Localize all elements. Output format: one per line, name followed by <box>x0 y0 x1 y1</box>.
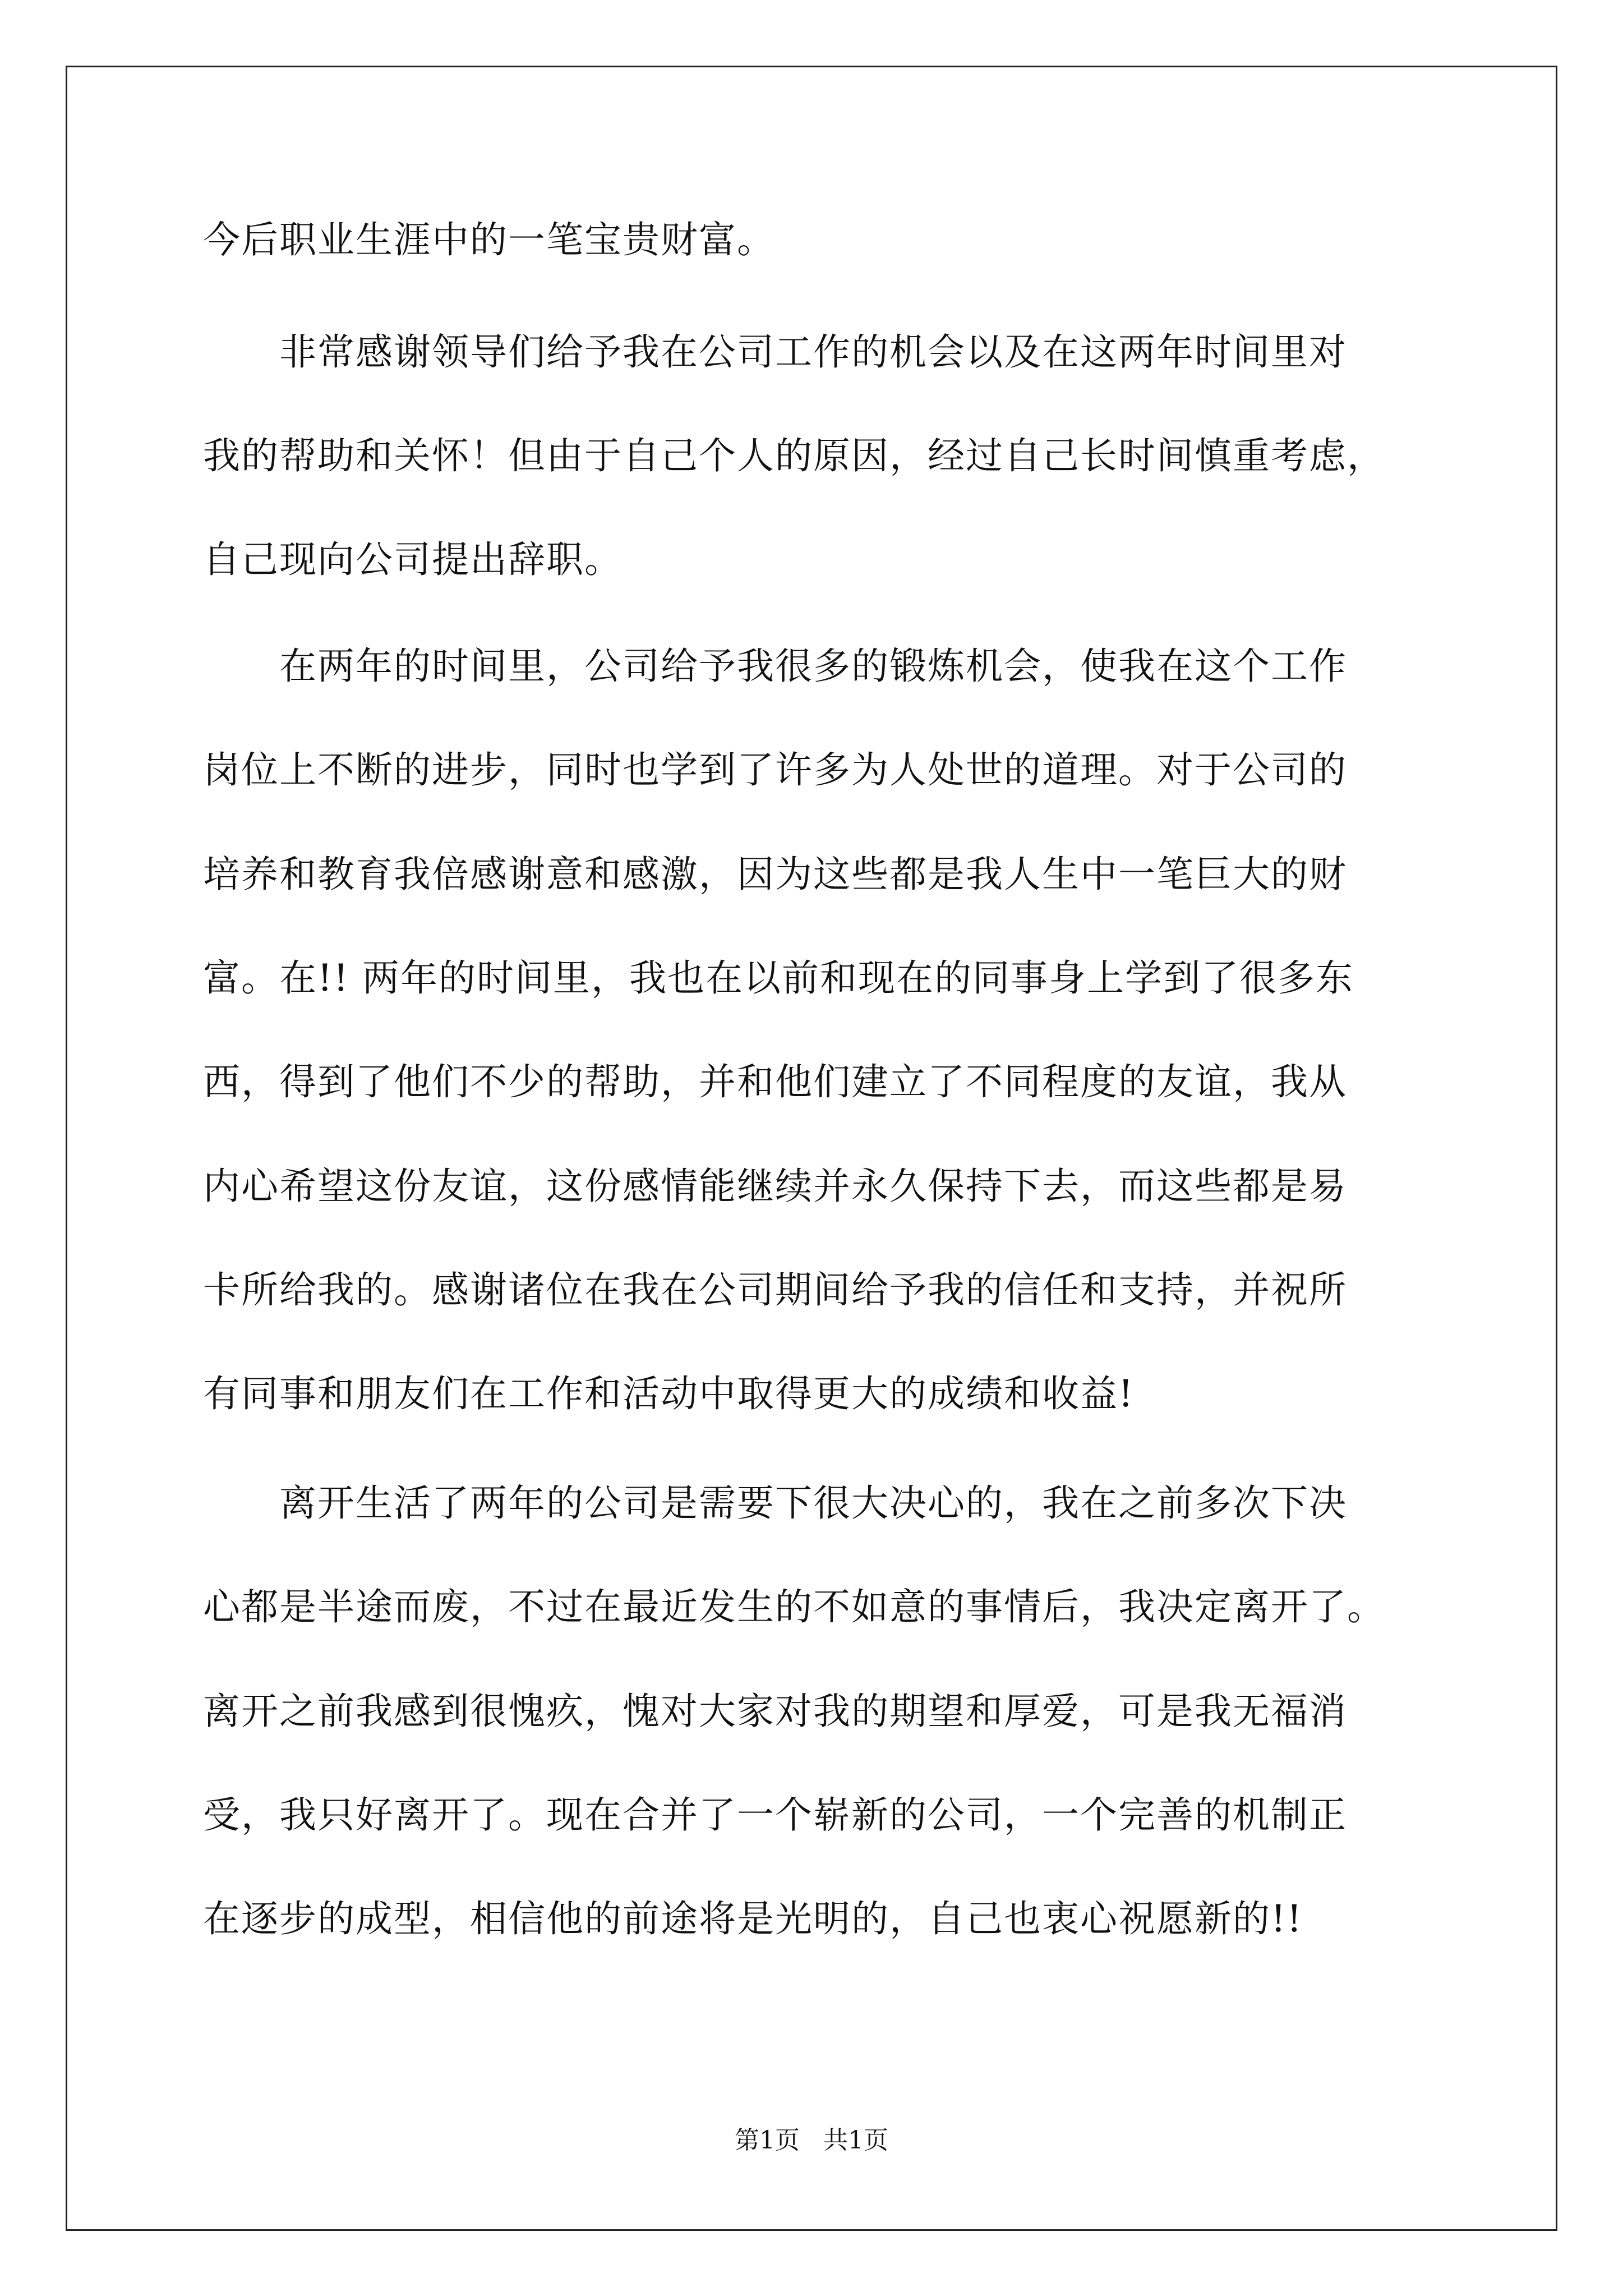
text-line: 培养和教育我倍感谢意和感激，因为这些都是我人生中一笔巨大的财 <box>203 853 1347 896</box>
text-line: 卡所给我的。感谢诸位在我在公司期间给予我的信任和支持，并祝所 <box>203 1268 1347 1312</box>
text-line: 岗位上不断的进步，同时也学到了许多为人处世的道理。对于公司的 <box>203 748 1347 792</box>
text-line: 离开之前我感到很愧疚，愧对大家对我的期望和厚爱，可是我无福消 <box>203 1690 1347 1733</box>
text-line: 我的帮助和关怀！但由于自己个人的原因，经过自己长时间慎重考虑， <box>203 434 1385 477</box>
text-line: 有同事和朋友们在工作和活动中取得更大的成绩和收益! <box>203 1372 1135 1415</box>
text-line: 富。在!! 两年的时间里，我也在以前和现在的同事身上学到了很多东 <box>203 956 1354 1000</box>
page-footer <box>0 2125 1623 2156</box>
text-line: 在逐步的成型，相信他的前途将是光明的，自己也衷心祝愿新的!! <box>203 1897 1303 1940</box>
text-line: 非常感谢领导们给予我在公司工作的机会以及在这两年时间里对 <box>203 330 1347 374</box>
text-line: 内心希望这份友谊，这份感情能继续并永久保持下去，而这些都是易 <box>203 1165 1347 1208</box>
text-line: 今后职业生涯中的一笔宝贵财富。 <box>203 218 775 261</box>
text-line: 受，我只好离开了。现在合并了一个崭新的公司，一个完善的机制正 <box>203 1793 1347 1837</box>
text-line: 自己现向公司提出辞职。 <box>203 538 623 581</box>
page-total: 共1页 <box>823 2126 888 2155</box>
text-line: 西，得到了他们不少的帮助，并和他们建立了不同程度的友谊，我从 <box>203 1060 1347 1103</box>
text-line: 心都是半途而废，不过在最近发生的不如意的事情后，我决定离开了。 <box>203 1585 1385 1628</box>
text-line: 在两年的时间里，公司给予我很多的锻炼机会，使我在这个工作 <box>203 645 1347 688</box>
text-line: 离开生活了两年的公司是需要下很大决心的，我在之前多次下决 <box>203 1481 1347 1525</box>
page-number: 第1页 <box>735 2126 800 2155</box>
